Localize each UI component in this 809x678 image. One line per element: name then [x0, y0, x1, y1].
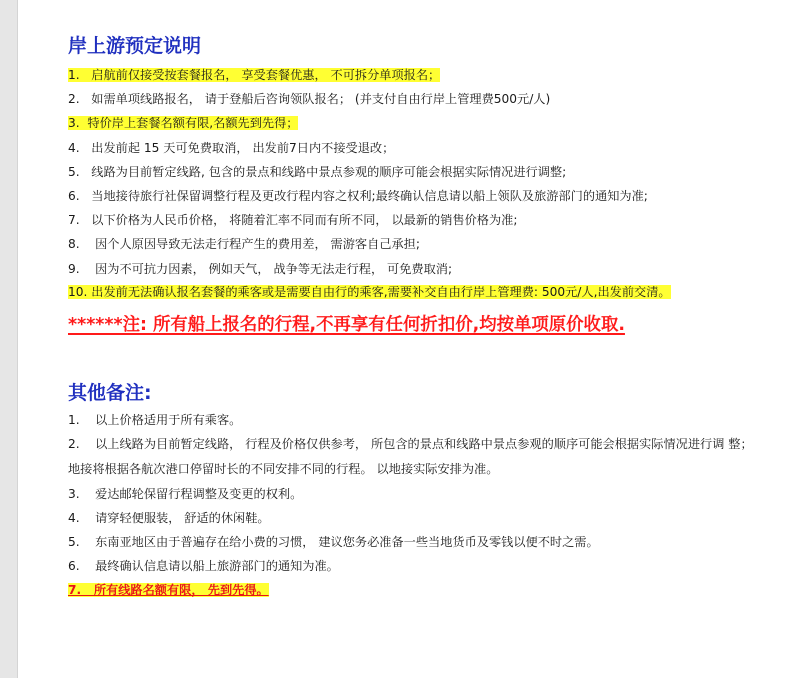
other-notes-list — [68, 408, 758, 602]
highlighted-text: 1. 启航前仅接受按套餐报名， 享受套餐优惠， 不可拆分单项报名； — [68, 68, 441, 82]
list-item: 6. 当地接待旅行社保留调整行程及更改行程内容之权利;最终确认信息请以船上领队及旅游部门的通知为准; — [68, 189, 648, 204]
section-title-booking-notes: 岸上游预定说明 — [68, 35, 202, 57]
highlighted-text: 3. 特价岸上套餐名额有限,名额先到先得； — [68, 116, 299, 131]
list-item: 2. 如需单项线路报名， 请于登船后咨询领队报名； (并支付自由行岸上管理费500元/人) — [68, 92, 551, 107]
red-warning-note: ******注: 所有船上报名的行程,不再享有任何折扣价,均按单项原价收取. — [68, 315, 625, 336]
list-item: 2. 以上线路为目前暂定线路， 行程及价格仅供参考， 所包含的景点和线路中景点参观的顺序可能会根据实际情况进行调 整； 地接将根据各航次港口停留时长的不同安排不同的行程。 以地接实际安排为准。 — [68, 437, 753, 477]
highlighted-red-text: 7. 所有线路名额有限， 先到先得。 — [68, 583, 269, 598]
section-title-other-notes: 其他备注: — [68, 382, 152, 405]
left-margin-strip — [0, 0, 17, 678]
list-item: 7. 以下价格为人民币价格， 将随着汇率不同而有所不同， 以最新的销售价格为准; — [68, 213, 518, 228]
document-content — [68, 33, 758, 602]
highlighted-text: 10. 出发前无法确认报名套餐的乘客或是需要自由行的乘客,需要补交自由行岸上管理费: 500元/人,出发前交清。 — [68, 284, 671, 299]
list-item: 5. 东南亚地区由于普遍存在给小费的习惯， 建议您务必准备一些当地货币及零钱以便不时之需。 — [68, 535, 599, 550]
list-item — [68, 111, 758, 135]
list-item: 6. 最终确认信息请以船上旅游部门的通知为准。 — [68, 559, 339, 574]
list-item: 4. 出发前起 15 天可免费取消， 出发前7日内不接受退改； — [68, 140, 395, 155]
list-item: 4. 请穿轻便服装， 舒适的休闲鞋。 — [68, 511, 270, 526]
booking-notes-list — [68, 63, 758, 304]
list-item: 3. 爱达邮轮保留行程调整及变更的权利。 — [68, 487, 303, 502]
list-item: 1. 以上价格适用于所有乘客。 — [68, 413, 242, 428]
list-item: 8. 因个人原因导致无法走行程产生的费用差， 需游客自己承担; — [68, 237, 420, 252]
list-item: 5. 线路为目前暂定线路, 包含的景点和线路中景点参观的顺序可能会根据实际情况进行调整; — [68, 164, 567, 179]
left-margin-divider — [17, 0, 18, 678]
list-item — [68, 578, 758, 602]
list-item: 9. 因为不可抗力因素， 例如天气， 战争等无法走行程， 可免费取消; — [68, 261, 453, 276]
list-item — [68, 281, 758, 305]
list-item — [68, 63, 758, 87]
